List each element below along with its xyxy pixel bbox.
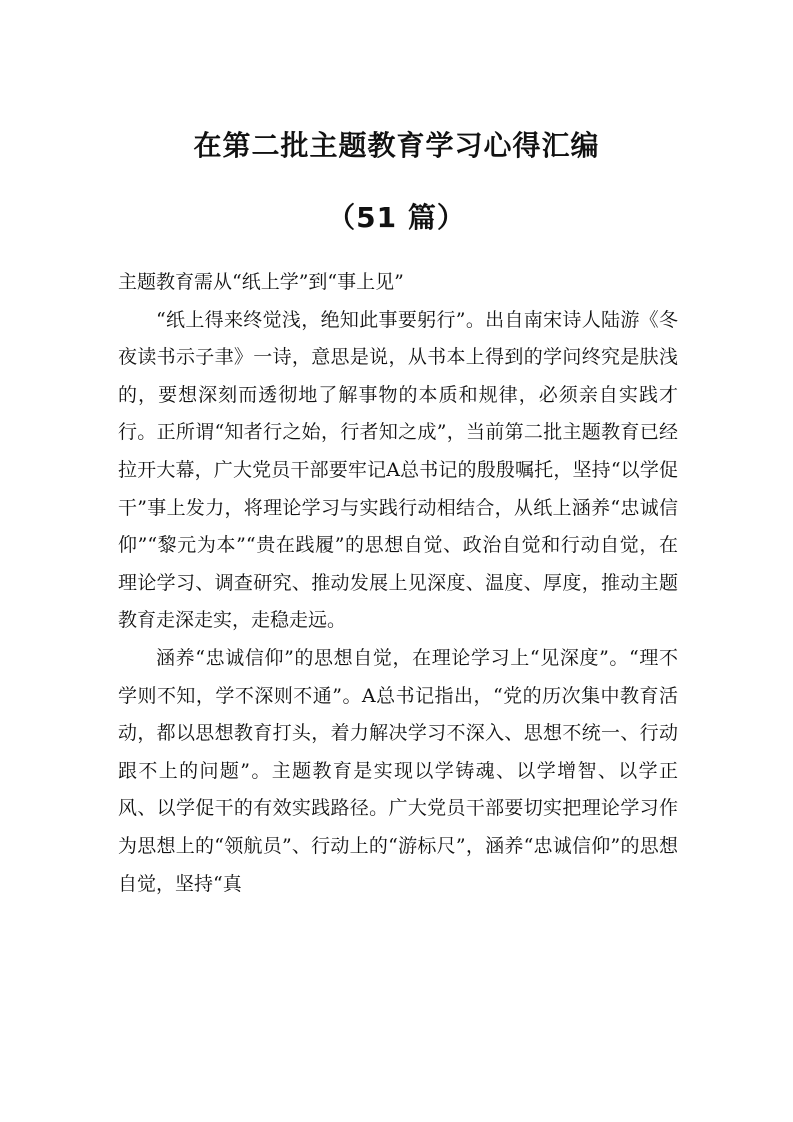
- section-heading: 主题教育需从“纸上学”到“事上见”: [118, 271, 404, 293]
- document-subtitle: （51 篇）: [327, 201, 466, 234]
- document-title: 在第二批主题教育学习心得汇编: [193, 129, 600, 162]
- document-body: [118, 264, 678, 903]
- body-paragraph: “纸上得来终觉浅，绝知此事要躬行”。出自南宋诗人陆游《冬夜读书示子聿》一诗，意思是说，从书本上得到的学问终究是肤浅的，要想深刻而透彻地了解事物的本质和规律，必须亲自实践才行。正所谓“知者行之始，行者知之成”，当前第二批主题教育已经拉开大幕，广大党员干部要牢记A总书记的殷殷嘱托，坚持“以学促干”事上发力，将理论学习与实践行动相结合，从纸上涵养“忠诚信仰”“黎元为本”“贵在践履”的思想自觉、政治自觉和行动自觉，在理论学习、调查研究、推动发展上见深度、温度、厚度，推动主题教育走深走实，走稳走远。: [118, 308, 678, 632]
- body-paragraph: 涵养“忠诚信仰”的思想自觉，在理论学习上“见深度”。“理不学则不知，学不深则不通”。A总书记指出，“党的历次集中教育活动，都以思想教育打头，着力解决学习不深入、思想不统一、行动跟不上的问题”。主题教育是实现以学铸魂、以学增智、以学正风、以学促干的有效实践路径。广大党员干部要切实把理论学习作为思想上的“领航员”、行动上的“游标尺”，涵养“忠诚信仰”的思想自觉，坚持“真: [118, 646, 678, 895]
